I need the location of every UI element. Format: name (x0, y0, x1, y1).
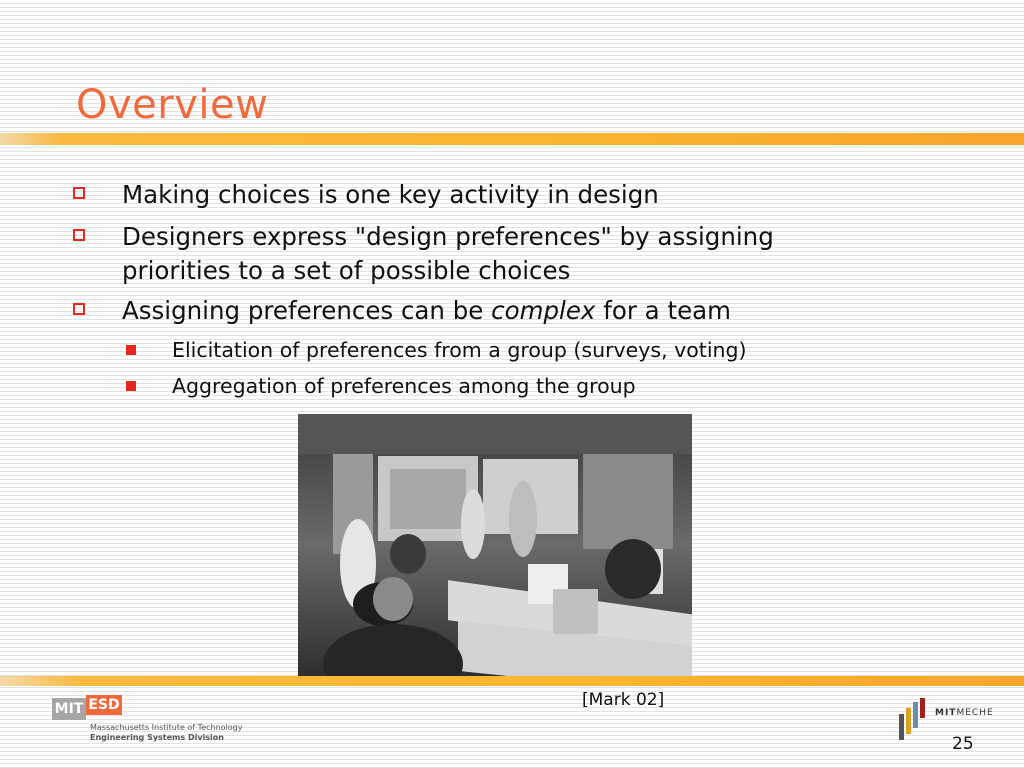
sub-bullet-text: Elicitation of preferences from a group (surveys, voting) (172, 338, 747, 362)
bullet-emphasis: complex (491, 296, 596, 325)
filled-square-bullet-icon (126, 345, 136, 355)
sub-bullet-text: Aggregation of preferences among the group (172, 374, 636, 398)
title-divider (0, 133, 1024, 145)
bullet-text: Making choices is one key activity in design (122, 180, 659, 209)
bullet-text: Designers express "design preferences" by assigning (122, 222, 774, 251)
hollow-square-bullet-icon (73, 303, 85, 315)
photo-caption: [Mark 02] (582, 690, 665, 710)
bullet-item-3 (122, 294, 922, 328)
page-number: 25 (952, 734, 974, 754)
logo-esd-text: ESD (86, 695, 122, 715)
bullet-text-line2: priorities to a set of possible choices (122, 256, 571, 285)
logo-division-text: Engineering Systems Division (90, 733, 224, 742)
sub-bullet-item-2 (172, 372, 932, 400)
bullet-item-1 (122, 178, 922, 212)
footer-divider (0, 676, 1024, 686)
meche-wordmark: MITMECHE (935, 708, 994, 718)
classroom-photo (298, 414, 692, 676)
hollow-square-bullet-icon (73, 229, 85, 241)
logo-institute-text: Massachusetts Institute of Technology (90, 723, 243, 732)
logo-mit-text: MIT (52, 698, 86, 720)
hollow-square-bullet-icon (73, 187, 85, 199)
sub-bullet-item-1 (172, 336, 932, 364)
filled-square-bullet-icon (126, 381, 136, 391)
bullet-text-end: for a team (595, 296, 732, 325)
bullet-item-2 (122, 220, 922, 288)
meche-mark-icon (895, 698, 931, 742)
bullet-text: Assigning preferences can be (122, 296, 492, 325)
slide-title: Overview (76, 82, 269, 128)
